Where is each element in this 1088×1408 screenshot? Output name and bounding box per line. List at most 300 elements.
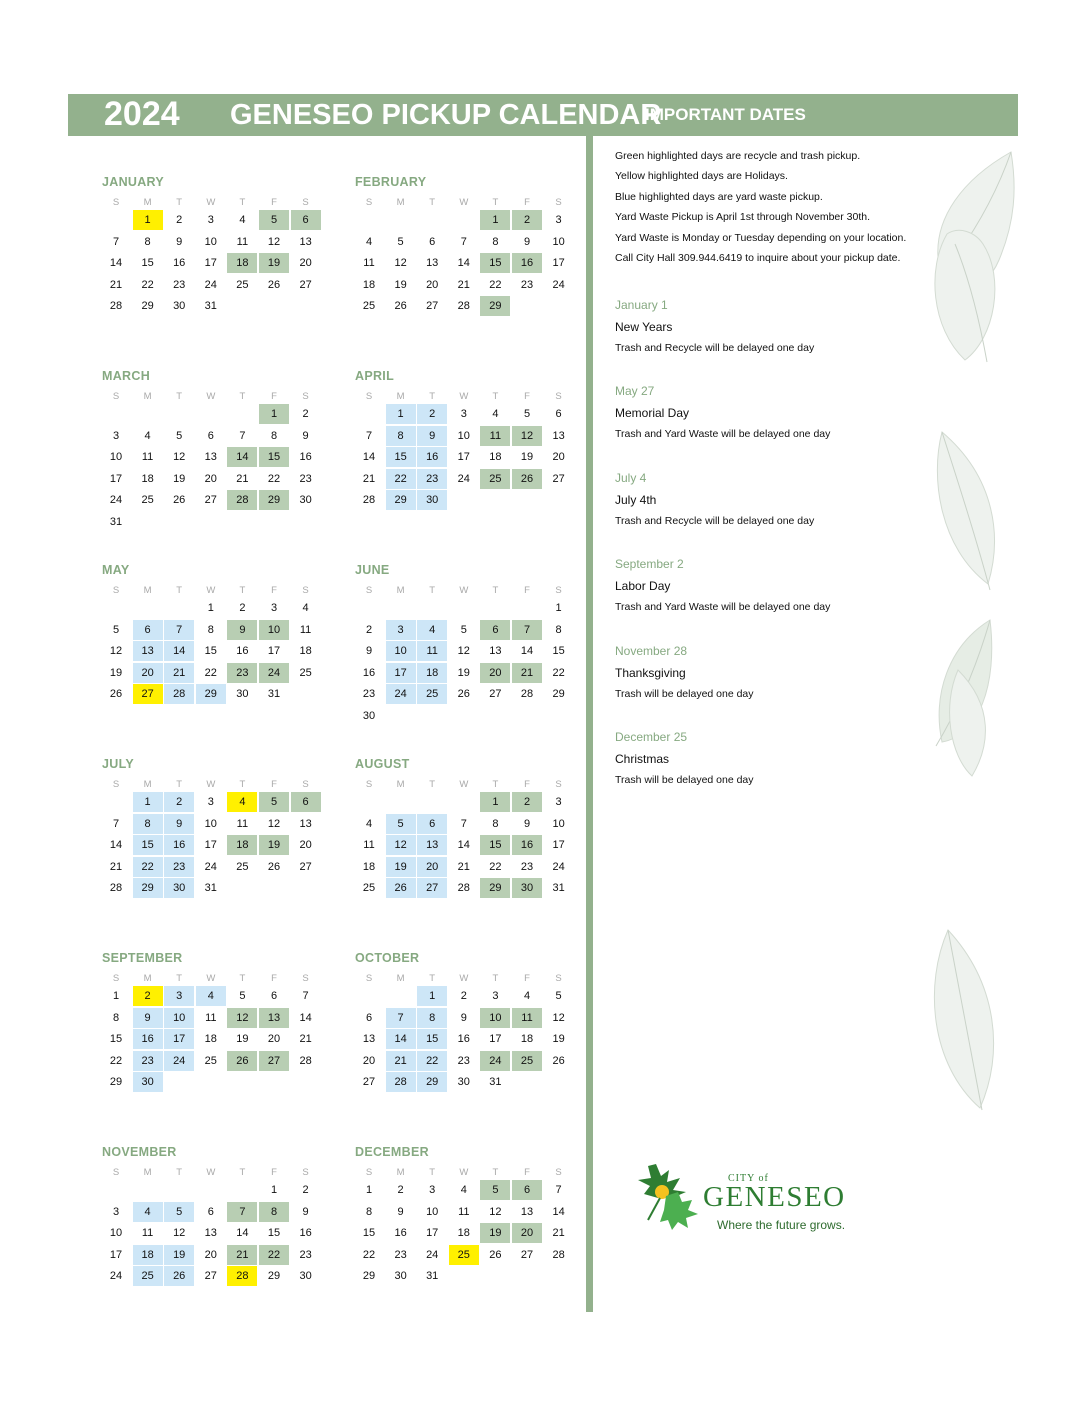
calendar-day: 26 <box>386 878 416 898</box>
calendar-day: 11 <box>299 623 312 636</box>
weekday-label: F <box>271 391 277 402</box>
calendar-day: 13 <box>204 1227 217 1240</box>
weekday-label: S <box>302 779 309 790</box>
calendar-day: 6 <box>417 814 447 834</box>
calendar-day: 25 <box>362 882 376 895</box>
calendar-day: 21 <box>109 860 123 873</box>
calendar-day: 16 <box>417 447 447 467</box>
calendar-day: 22 <box>489 278 502 291</box>
weekday-label: T <box>176 197 183 208</box>
weekday-label: S <box>555 1167 562 1178</box>
calendar-day: 9 <box>227 620 257 640</box>
calendar-day: 31 <box>267 688 281 701</box>
calendar-day: 1 <box>480 210 510 230</box>
calendar-day: 3 <box>270 602 278 614</box>
calendar-day: 28 <box>520 688 534 701</box>
calendar-day: 22 <box>141 278 154 291</box>
weekday-label: M <box>396 973 405 984</box>
calendar-day: 3 <box>555 214 562 226</box>
calendar-day: 17 <box>386 663 416 683</box>
calendar-day: 16 <box>299 1227 312 1240</box>
holiday-name: Thanksgiving <box>615 666 686 680</box>
calendar-day: 6 <box>555 408 562 420</box>
month-name: SEPTEMBER <box>102 951 183 965</box>
calendar-day: 27 <box>299 278 312 291</box>
month-name: MAY <box>102 563 130 577</box>
calendar-day: 24 <box>204 278 217 291</box>
calendar-day: 17 <box>164 1029 194 1049</box>
calendar-day: 7 <box>164 620 194 640</box>
calendar-day: 19 <box>520 451 534 464</box>
calendar-day: 1 <box>386 404 416 424</box>
calendar-day: 10 <box>109 451 123 464</box>
month-november <box>101 1145 325 1325</box>
weekday-label: F <box>524 779 530 790</box>
calendar-day: 24 <box>386 684 416 704</box>
calendar-day: 25 <box>449 1245 479 1265</box>
weekday-label: S <box>555 585 562 596</box>
calendar-day: 22 <box>259 1245 289 1265</box>
weekday-label: T <box>239 585 246 596</box>
calendar-day: 7 <box>365 429 373 442</box>
calendar-day: 18 <box>417 663 447 683</box>
calendar-day: 10 <box>552 235 565 248</box>
important-dates-heading: IMPORTANT DATES <box>645 105 806 124</box>
calendar-day: 23 <box>457 1054 470 1067</box>
weekday-label: T <box>429 973 436 984</box>
calendar-day: 3 <box>112 429 120 442</box>
calendar-day: 7 <box>302 990 309 1002</box>
calendar-day: 1 <box>555 602 562 614</box>
calendar-day: 8 <box>259 1202 289 1222</box>
month-name: JANUARY <box>102 175 165 189</box>
weekday-label: W <box>206 585 216 596</box>
calendar-day: 9 <box>523 817 531 830</box>
calendar-day: 23 <box>417 469 447 489</box>
month-name: DECEMBER <box>355 1145 429 1159</box>
calendar-day: 15 <box>480 835 510 855</box>
weekday-label: T <box>492 391 499 402</box>
weekday-label: F <box>271 779 277 790</box>
calendar-day: 16 <box>512 835 542 855</box>
month-december <box>354 1145 578 1325</box>
weekday-label: W <box>459 973 469 984</box>
calendar-day: 11 <box>363 257 375 270</box>
calendar-day: 29 <box>480 878 510 898</box>
holiday-date: December 25 <box>615 730 688 744</box>
weekday-label: F <box>524 585 530 596</box>
calendar-day: 15 <box>480 253 510 273</box>
calendar-day: 13 <box>259 1008 289 1028</box>
calendar-day: 31 <box>204 882 217 895</box>
month-name: AUGUST <box>355 757 410 771</box>
calendar-day: 4 <box>365 817 373 830</box>
calendar-day: 12 <box>457 645 470 658</box>
calendar-day: 7 <box>460 235 467 248</box>
weekday-label: T <box>239 1167 246 1178</box>
calendar-day: 3 <box>386 620 416 640</box>
calendar-day: 10 <box>109 1227 123 1240</box>
calendar-day: 8 <box>365 1205 373 1218</box>
logo-city-name: GENESEO <box>703 1181 846 1213</box>
calendar-day: 27 <box>299 860 312 873</box>
calendar-day: 2 <box>302 1184 309 1196</box>
calendar-day: 14 <box>520 645 534 658</box>
calendar-day: 21 <box>299 1033 312 1046</box>
calendar-day: 5 <box>555 990 562 1002</box>
calendar-day: 7 <box>239 429 246 442</box>
calendar-day: 12 <box>552 1011 565 1024</box>
weekday-label: T <box>176 779 183 790</box>
calendar-day: 12 <box>267 235 281 248</box>
weekday-label: T <box>429 585 436 596</box>
calendar-day: 5 <box>460 623 467 636</box>
calendar-day: 11 <box>480 426 510 446</box>
calendar-day: 30 <box>457 1076 470 1089</box>
calendar-day: 1 <box>133 210 163 230</box>
calendar-day: 14 <box>227 447 257 467</box>
calendar-day: 19 <box>173 472 186 485</box>
calendar-day: 14 <box>109 839 123 852</box>
calendar-day: 14 <box>362 451 376 464</box>
calendar-day: 4 <box>460 1184 467 1196</box>
legend-note: Call City Hall 309.944.6419 to inquire about your pickup date. <box>615 252 901 264</box>
weekday-label: S <box>302 1167 309 1178</box>
weekday-label: T <box>492 585 499 596</box>
calendar-day: 28 <box>164 684 194 704</box>
holiday-note: Trash will be delayed one day <box>615 774 754 786</box>
calendar-day: 2 <box>512 792 542 812</box>
weekday-label: T <box>176 391 183 402</box>
month-april <box>354 369 578 549</box>
calendar-day: 13 <box>417 835 447 855</box>
calendar-year: 2024 <box>104 95 180 133</box>
calendar-day: 20 <box>426 278 439 291</box>
calendar-day: 28 <box>362 494 376 507</box>
calendar-day: 29 <box>133 878 163 898</box>
calendar-day: 18 <box>141 472 154 485</box>
weekday-label: T <box>429 391 436 402</box>
holiday-date: July 4 <box>615 471 647 485</box>
calendar-day: 13 <box>299 235 312 248</box>
calendar-day: 5 <box>480 1180 510 1200</box>
calendar-day: 29 <box>552 688 565 701</box>
calendar-day: 11 <box>236 817 249 830</box>
calendar-day: 9 <box>302 1205 309 1218</box>
calendar-day: 2 <box>397 1184 404 1196</box>
leaf-illustration-icon <box>928 616 1003 781</box>
calendar-day: 31 <box>109 516 123 528</box>
calendar-day: 12 <box>109 645 123 658</box>
calendar-day: 15 <box>259 447 289 467</box>
calendar-day: 13 <box>133 641 163 661</box>
calendar-day: 18 <box>299 645 312 658</box>
calendar-day: 9 <box>176 235 183 248</box>
calendar-day: 19 <box>236 1033 249 1046</box>
calendar-day: 24 <box>552 278 565 291</box>
calendar-day: 5 <box>112 623 120 636</box>
calendar-day: 14 <box>299 1011 312 1024</box>
weekday-label: S <box>555 197 562 208</box>
calendar-day: 1 <box>480 792 510 812</box>
weekday-label: S <box>112 973 120 984</box>
calendar-day: 3 <box>429 1184 436 1196</box>
calendar-day: 10 <box>204 235 217 248</box>
weekday-label: M <box>396 779 405 790</box>
month-august <box>354 757 578 937</box>
calendar-day: 6 <box>291 792 321 812</box>
weekday-label: S <box>365 779 373 790</box>
calendar-day: 4 <box>365 235 373 248</box>
calendar-day: 23 <box>173 278 186 291</box>
calendar-day: 21 <box>386 1051 416 1071</box>
calendar-day: 14 <box>109 257 123 270</box>
calendar-day: 30 <box>299 1270 312 1283</box>
calendar-day: 1 <box>417 986 447 1006</box>
calendar-day: 28 <box>227 490 257 510</box>
calendar-day: 22 <box>362 1248 376 1261</box>
calendar-day: 11 <box>141 1227 154 1240</box>
calendar-day: 26 <box>552 1054 565 1067</box>
calendar-day: 23 <box>520 278 534 291</box>
calendar-day: 27 <box>520 1248 534 1261</box>
weekday-label: F <box>271 585 277 596</box>
calendar-day: 29 <box>141 300 154 313</box>
weekday-label: M <box>143 1167 152 1178</box>
calendar-day: 23 <box>299 1248 312 1261</box>
calendar-day: 27 <box>552 472 565 485</box>
calendar-day: 26 <box>109 688 123 701</box>
calendar-day: 13 <box>299 817 312 830</box>
calendar-day: 11 <box>236 235 249 248</box>
weekday-label: W <box>206 197 216 208</box>
weekday-label: M <box>143 779 152 790</box>
calendar-day: 25 <box>141 494 154 507</box>
calendar-day: 24 <box>480 1051 510 1071</box>
calendar-day: 20 <box>133 663 163 683</box>
month-name: JULY <box>102 757 135 771</box>
calendar-day: 3 <box>492 990 499 1002</box>
calendar-day: 21 <box>457 278 470 291</box>
calendar-day: 20 <box>480 663 510 683</box>
calendar-day: 4 <box>417 620 447 640</box>
weekday-label: S <box>112 1167 120 1178</box>
calendar-day: 29 <box>417 1072 447 1092</box>
calendar-day: 29 <box>259 490 289 510</box>
calendar-day: 16 <box>164 835 194 855</box>
calendar-day: 26 <box>489 1248 502 1261</box>
calendar-day: 20 <box>204 1248 217 1261</box>
calendar-day: 17 <box>204 839 217 852</box>
month-march <box>101 369 325 549</box>
weekday-label: M <box>143 973 152 984</box>
calendar-day: 17 <box>109 1248 123 1261</box>
month-july <box>101 757 325 937</box>
calendar-day: 6 <box>365 1011 373 1024</box>
holiday-note: Trash and Recycle will be delayed one day <box>615 515 815 527</box>
calendar-day: 18 <box>489 451 502 464</box>
calendar-day: 27 <box>133 684 163 704</box>
calendar-day: 22 <box>417 1051 447 1071</box>
calendar-day: 10 <box>480 1008 510 1028</box>
weekday-label: T <box>239 391 246 402</box>
calendar-day: 5 <box>523 408 531 420</box>
weekday-label: S <box>365 197 373 208</box>
calendar-day: 1 <box>133 792 163 812</box>
calendar-day: 13 <box>489 645 502 658</box>
calendar-day: 3 <box>460 408 467 420</box>
calendar-day: 29 <box>480 296 510 316</box>
calendar-day: 7 <box>112 235 120 248</box>
calendar-day: 11 <box>512 1008 542 1028</box>
weekday-label: W <box>206 973 216 984</box>
calendar-day: 10 <box>164 1008 194 1028</box>
calendar-day: 19 <box>394 278 407 291</box>
calendar-day: 16 <box>512 253 542 273</box>
calendar-day: 22 <box>204 666 217 679</box>
calendar-day: 31 <box>552 882 565 895</box>
calendar-day: 30 <box>173 300 186 313</box>
legend-note: Blue highlighted days are yard waste pickup. <box>615 191 823 203</box>
calendar-day: 9 <box>460 1011 467 1024</box>
calendar-day: 2 <box>164 792 194 812</box>
column-divider <box>586 136 593 1312</box>
weekday-label: F <box>524 1167 530 1178</box>
weekday-label: S <box>302 197 309 208</box>
calendar-day: 23 <box>362 688 376 701</box>
calendar-day: 6 <box>291 210 321 230</box>
calendar-day: 15 <box>362 1227 376 1240</box>
calendar-day: 9 <box>164 814 194 834</box>
holiday-name: Labor Day <box>615 579 671 593</box>
calendar-day: 24 <box>204 860 217 873</box>
leaf-illustration-icon <box>916 924 1006 1114</box>
holiday-name: Memorial Day <box>615 406 690 420</box>
calendar-day: 7 <box>227 1202 257 1222</box>
calendar-day: 16 <box>236 645 249 658</box>
weekday-label: M <box>396 197 405 208</box>
calendar-day: 22 <box>489 860 502 873</box>
calendar-day: 5 <box>397 235 404 248</box>
calendar-day: 22 <box>133 857 163 877</box>
weekday-label: S <box>365 1167 373 1178</box>
calendar-day: 24 <box>109 494 123 507</box>
calendar-day: 16 <box>394 1227 407 1240</box>
holiday-date: September 2 <box>615 557 684 571</box>
weekday-label: S <box>112 779 120 790</box>
calendar-day: 16 <box>133 1029 163 1049</box>
calendar-day: 13 <box>426 257 439 270</box>
weekday-label: F <box>524 197 530 208</box>
holiday-note: Trash and Recycle will be delayed one day <box>615 342 815 354</box>
calendar-day: 30 <box>236 688 249 701</box>
calendar-day: 9 <box>397 1205 404 1218</box>
calendar-day: 19 <box>259 253 289 273</box>
legend-note: Yard Waste Pickup is April 1st through November 30th. <box>615 211 871 223</box>
calendar-day: 6 <box>429 235 436 248</box>
calendar-day: 5 <box>239 990 246 1002</box>
calendar-day: 19 <box>109 666 123 679</box>
calendar-day: 27 <box>259 1051 289 1071</box>
calendar-day: 24 <box>457 472 470 485</box>
calendar-day: 3 <box>207 796 214 808</box>
calendar-day: 27 <box>362 1076 376 1089</box>
calendar-day: 1 <box>270 1184 278 1196</box>
title-banner <box>68 94 1018 136</box>
calendar-day: 13 <box>520 1205 534 1218</box>
weekday-label: W <box>459 779 469 790</box>
calendar-day: 18 <box>133 1245 163 1265</box>
calendar-day: 12 <box>386 835 416 855</box>
calendar-day: 5 <box>386 814 416 834</box>
calendar-day: 18 <box>362 860 376 873</box>
weekday-label: M <box>396 585 405 596</box>
calendar-day: 27 <box>204 1270 217 1283</box>
calendar-day: 12 <box>489 1205 502 1218</box>
calendar-day: 23 <box>394 1248 407 1261</box>
calendar-day: 12 <box>173 1227 186 1240</box>
calendar-day: 31 <box>489 1076 502 1089</box>
calendar-day: 8 <box>270 429 278 442</box>
calendar-day: 1 <box>112 990 120 1002</box>
calendar-day: 24 <box>426 1248 439 1261</box>
weekday-label: F <box>271 197 277 208</box>
holiday-date: November 28 <box>615 644 688 658</box>
calendar-day: 12 <box>267 817 281 830</box>
calendar-day: 20 <box>362 1054 376 1067</box>
month-may <box>101 563 325 743</box>
calendar-day: 14 <box>164 641 194 661</box>
calendar-day: 15 <box>133 835 163 855</box>
calendar-day: 20 <box>299 257 312 270</box>
calendar-title: GENESEO PICKUP CALENDAR <box>230 99 662 131</box>
calendar-day: 22 <box>109 1054 123 1067</box>
calendar-day: 26 <box>267 278 281 291</box>
weekday-label: M <box>143 391 152 402</box>
calendar-day: 17 <box>204 257 217 270</box>
calendar-day: 28 <box>457 882 470 895</box>
calendar-day: 4 <box>227 792 257 812</box>
weekday-label: S <box>112 197 120 208</box>
calendar-day: 28 <box>386 1072 416 1092</box>
calendar-day: 26 <box>173 494 186 507</box>
calendar-day: 10 <box>552 817 565 830</box>
weekday-label: M <box>396 1167 405 1178</box>
calendar-day: 4 <box>196 986 226 1006</box>
calendar-day: 8 <box>144 235 151 248</box>
calendar-day: 20 <box>552 451 565 464</box>
calendar-day: 21 <box>362 472 376 485</box>
calendar-day: 16 <box>173 257 186 270</box>
calendar-day: 15 <box>386 447 416 467</box>
calendar-day: 16 <box>457 1033 470 1046</box>
calendar-day: 29 <box>386 490 416 510</box>
month-january <box>101 175 325 355</box>
calendar-day: 6 <box>480 620 510 640</box>
calendar-day: 28 <box>299 1054 312 1067</box>
month-february <box>354 175 578 355</box>
weekday-label: S <box>365 973 373 984</box>
holiday-note: Trash and Yard Waste will be delayed one day <box>615 601 831 613</box>
calendar-day: 26 <box>267 860 281 873</box>
calendar-day: 17 <box>552 257 565 270</box>
weekday-label: S <box>302 973 309 984</box>
calendar-day: 3 <box>112 1205 120 1218</box>
calendar-day: 5 <box>259 210 289 230</box>
calendar-day: 2 <box>176 214 183 226</box>
calendar-day: 5 <box>164 1202 194 1222</box>
calendar-day: 24 <box>552 860 565 873</box>
